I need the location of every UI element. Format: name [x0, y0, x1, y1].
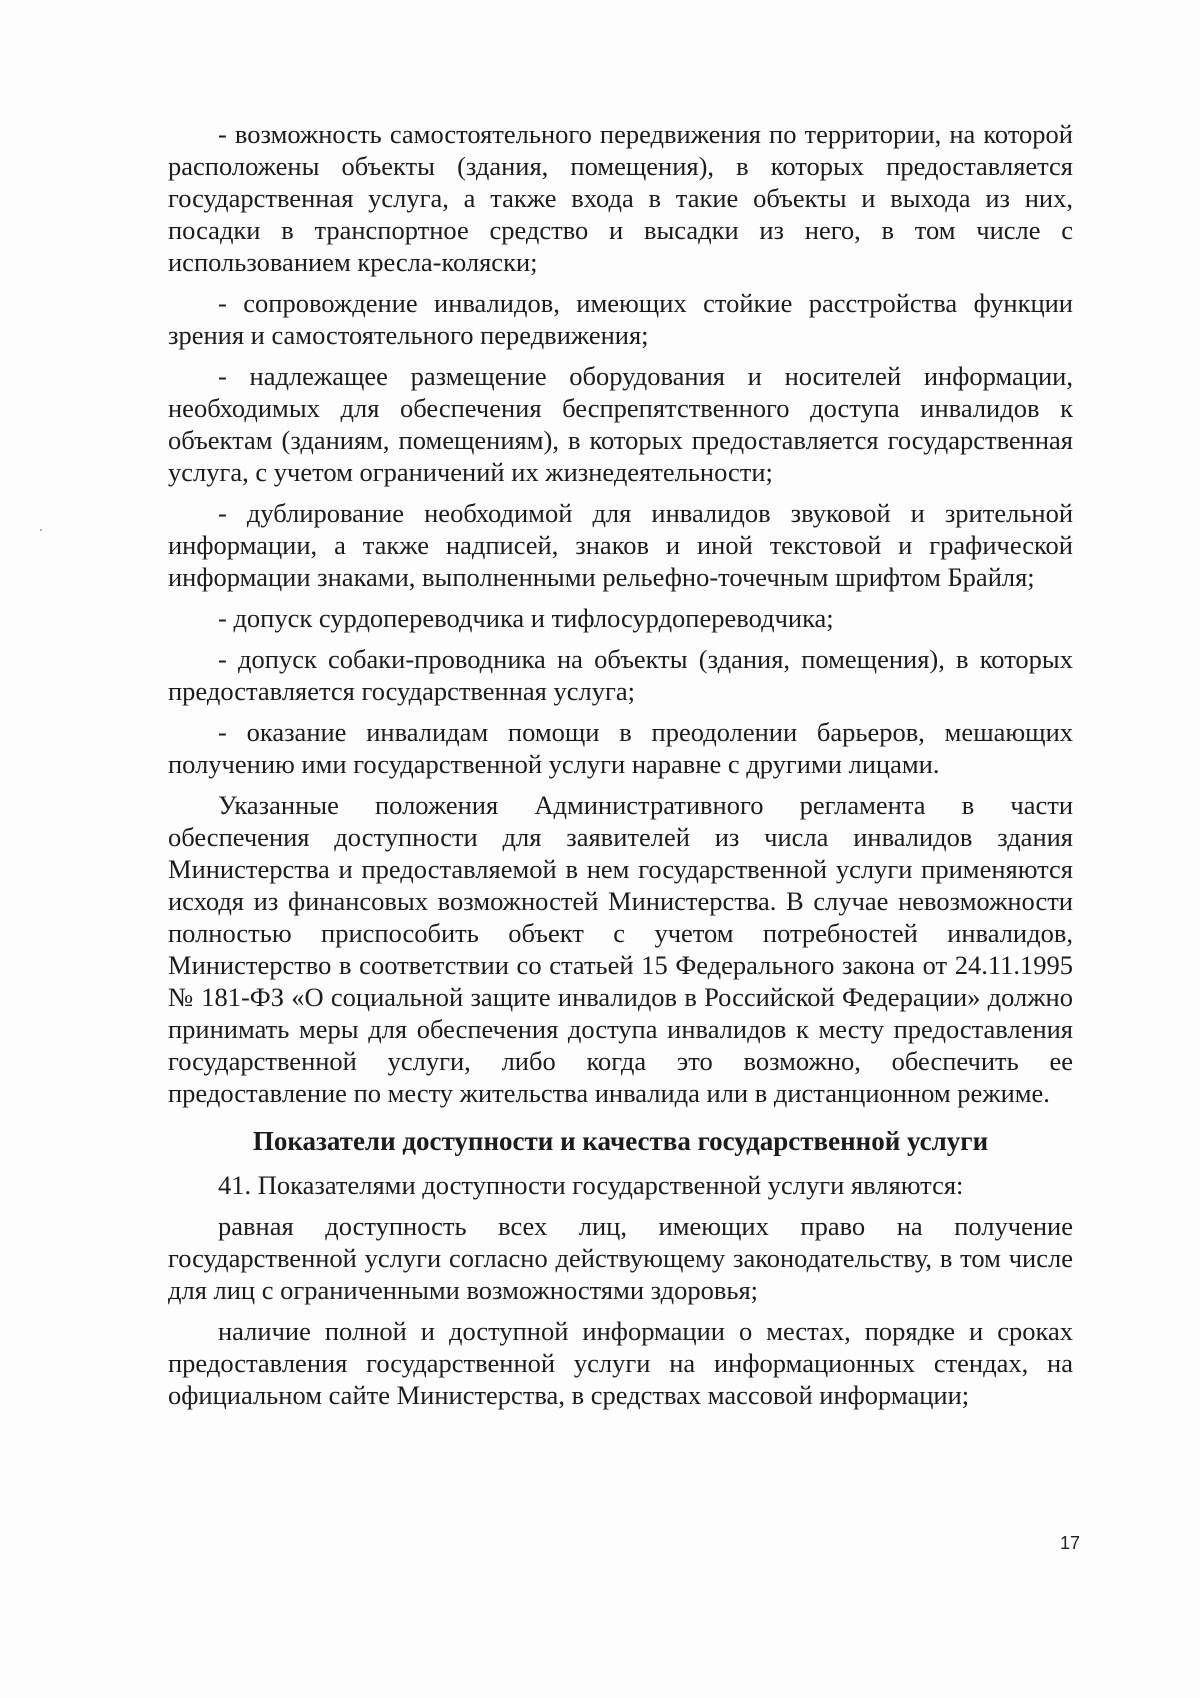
document-body: [168, 118, 1073, 1420]
paragraph-barrier-assistance: - оказание инвалидам помощи в преодолении барьеров, мешающих получению ими государственной услуги наравне с другими лицами.: [168, 717, 1073, 779]
paragraph-guide-dog: - допуск собаки-проводника на объекты (здания, помещения), в которых предоставляется государственная услуга;: [168, 644, 1073, 706]
page-number: 17: [1059, 1533, 1080, 1553]
paragraph-equal-access: равная доступность всех лиц, имеющих право на получение государственной услуги согласно действующему законодательству, в том числе для лиц с ограниченными возможностями здоровья;: [168, 1211, 1073, 1305]
section-heading: Показатели доступности и качества государственной услуги: [252, 1126, 989, 1156]
paragraph-indicators-intro: 41. Показателями доступности государственной услуги являются:: [218, 1170, 964, 1200]
scan-speck: [40, 529, 42, 531]
paragraph-equipment: - надлежащее размещение оборудования и носителей информации, необходимых для обеспечения беспрепятственного доступа инвалидов к объектам (зданиям, помещениям), в которых предоставляется государственная услуга, с учетом ограничений их жизнедеятельности;: [168, 361, 1073, 487]
paragraph-braille: - дублирование необходимой для инвалидов звуковой и зрительной информации, а также надписей, знаков и иной текстовой и графической информации знаками, выполненными рельефно-точечным шрифтом Брайля;: [168, 498, 1073, 592]
paragraph-escort: - сопровождение инвалидов, имеющих стойкие расстройства функции зрения и самостоятельного передвижения;: [168, 288, 1073, 350]
paragraph-mobility: - возможность самостоятельного передвижения по территории, на которой расположены объекты (здания, помещения), в которых предоставляется государственная услуга, а также входа в такие объекты и выхода из них, посадки в транспортное средство и высадки из него, в том числе с использованием кресла-коляски;: [168, 119, 1073, 277]
paragraph-regulation-provisions: Указанные положения Административного регламента в части обеспечения доступности для заявителей из числа инвалидов здания Министерства и предоставляемой в нем государственной услуги применяются исходя из финансовых возможностей Министерства. В случае невозможности полностью приспособить объект с учетом потребностей инвалидов, Министерство в соответствии со статьей 15 Федерального закона от 24.11.1995 № 181-ФЗ «О социальной защите инвалидов в Российской Федерации» должно принимать меры для обеспечения доступа инвалидов к месту предоставления государственной услуги, либо когда это возможно, обеспечить ее предоставление по месту жительства инвалида или в дистанционном режиме.: [168, 790, 1073, 1108]
paragraph-sign-interpreter: - допуск сурдопереводчика и тифлосурдопереводчика;: [218, 603, 834, 633]
paragraph-information-availability: наличие полной и доступной информации о местах, порядке и сроках предоставления государственной услуги на информационных стендах, на официальном сайте Министерства, в средствах массовой информации;: [168, 1316, 1073, 1410]
